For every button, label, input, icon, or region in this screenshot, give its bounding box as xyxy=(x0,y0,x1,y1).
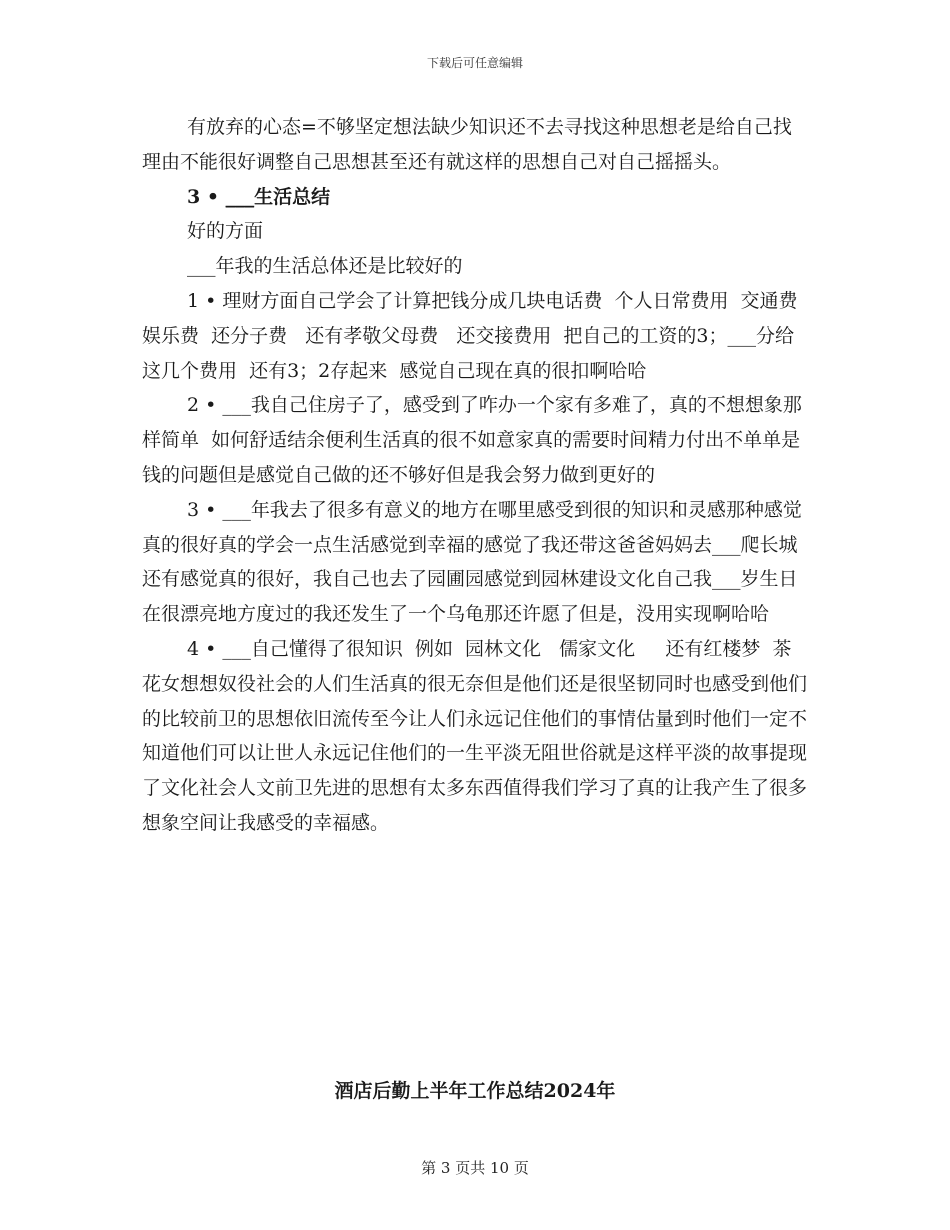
paragraph-attitude: 有放弃的心态=不够坚定想法缺少知识还不去寻找这种思想老是给自己找理由不能很好调整自己思想甚至还有就这样的思想自己对自己摇摇头。 xyxy=(142,116,792,173)
list-item-finance: 1 • 理财方面自己学会了计算把钱分成几块电话费 个人日常费用 交通费 娱乐费 还分子费 还有孝敬父母费 还交接费用 把自己的工资的3；___分给这几个费用 还有3；2存起来 感觉自己现在真的很扣啊哈哈 xyxy=(142,289,816,382)
page-footer: 第 3 页共 10 页 xyxy=(421,1159,529,1177)
heading-blank: ___ xyxy=(225,185,255,208)
list-item-travel: 3 • ___年我去了很多有意义的地方在哪里感受到很的知识和灵感那种感觉真的很好真的学会一点生活感觉到幸福的感觉了我还带这爸爸妈妈去___爬长城还有感觉真的很好，我自己也去了园圃园感觉到园林建设文化自己我___岁生日在很漂亮地方度过的我还发生了一个乌龟那还许愿了但是，没用实现啊哈哈 xyxy=(142,498,802,626)
heading-text: 生活总结 xyxy=(254,185,331,208)
paragraph-good-aspects: 好的方面 xyxy=(187,220,264,243)
paragraph-year-overview: ___年我的生活总体还是比较好的 xyxy=(187,255,463,278)
page-header: 下载后可任意编辑 xyxy=(426,56,523,70)
heading-number: 3 • xyxy=(187,185,219,208)
document-title: 酒店后勤上半年工作总结2024年 xyxy=(334,1080,616,1102)
document-body xyxy=(142,110,816,841)
list-item-housing: 2 • ___我自己住房子了，感受到了咋办一个家有多难了，真的不想想象那样简单 如何舒适结余便利生活真的很不如意家真的需要时间精力付出不单单是钱的问题但是感觉自己做的还不够好但是我会努力做到更好的 xyxy=(142,394,802,486)
list-item-knowledge: 4 • ___自己懂得了很知识 例如 园林文化 儒家文化 还有红楼梦 茶花女想想奴役社会的人们生活真的很无奈但是他们还是很坚韧同时也感受到他们的比较前卫的思想依旧流传至今让人们永远记住他们的事情估量到时他们一定不知道他们可以让世人永远记住他们的一生平淡无阻世俗就是这样平淡的故事提现了文化社会人文前卫先进的思想有太多东西值得我们学习了真的让我产生了很多想象空间让我感受的幸福感。 xyxy=(142,637,808,834)
section-heading-life-summary xyxy=(142,180,807,215)
